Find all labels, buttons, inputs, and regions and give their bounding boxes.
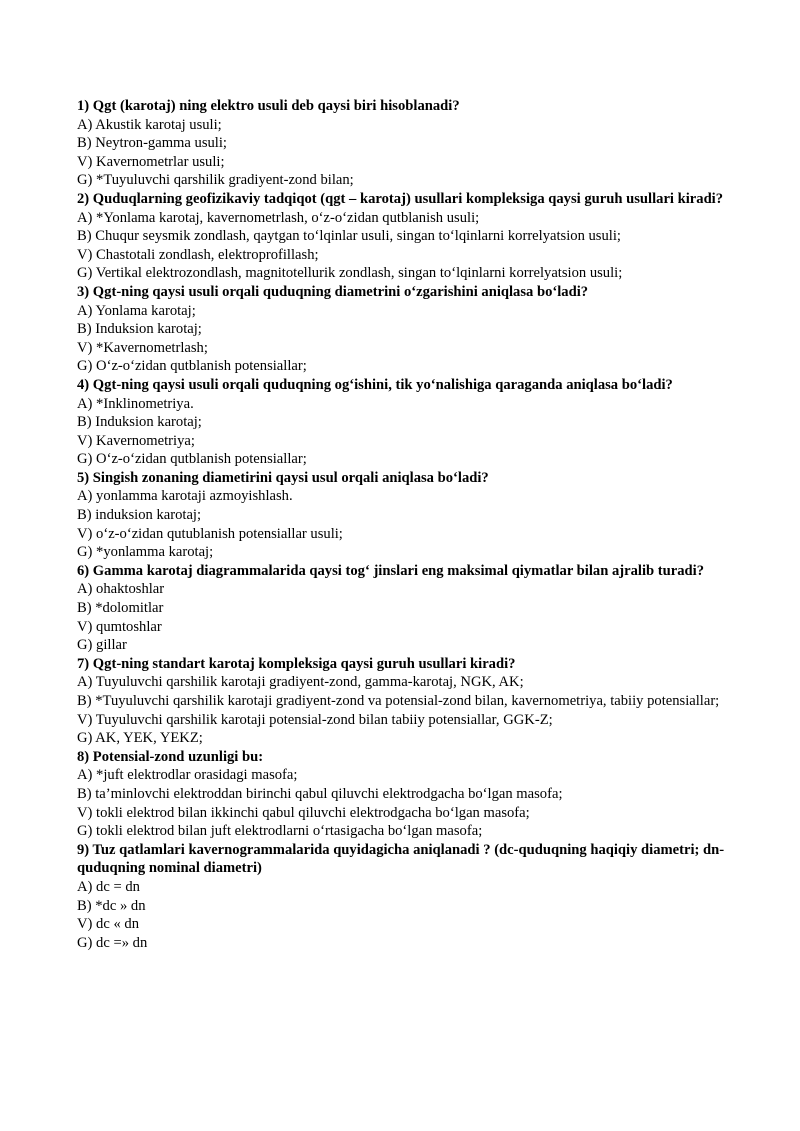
answer-a: A) ohaktoshlar <box>77 581 165 598</box>
answer-v: V) tokli elektrod bilan ikkinchi qabul qiluvchi elektrodgacha bo‘lgan masofa; <box>77 804 530 821</box>
question-text: 4) Qgt-ning qaysi usuli orqali quduqning og‘ishini, tik yo‘nalishiga qaraganda aniqlasa bo‘ladi? <box>77 376 673 393</box>
answer-g: G) Vertikal elektrozondlash, magnitotellurik zondlash, singan to‘lqinlarni korrelyatsion usuli; <box>77 265 623 282</box>
answer-v: V) dc « dn <box>77 916 140 933</box>
question-9 <box>77 841 745 953</box>
question-text: 5) Singish zonaning diametirini qaysi usul orqali aniqlasa bo‘ladi? <box>77 469 489 486</box>
answer-g: G) tokli elektrod bilan juft elektrodlarni o‘rtasigacha bo‘lgan masofa; <box>77 823 483 840</box>
answer-g: G) O‘z-o‘zidan qutblanish potensiallar; <box>77 358 307 375</box>
question-1 <box>77 97 745 190</box>
document-page <box>77 97 745 952</box>
question-8 <box>77 748 745 841</box>
answer-a: A) *Yonlama karotaj, kavernometrlash, o‘z-o‘zidan qutblanish usuli; <box>77 209 480 226</box>
question-text: 1) Qgt (karotaj) ning elektro usuli deb qaysi biri hisoblanadi? <box>77 98 460 114</box>
answer-v: V) qumtoshlar <box>77 618 162 635</box>
answer-g: G) AK, YEK, YEKZ; <box>77 730 203 747</box>
question-3 <box>77 283 745 376</box>
answer-b: B) *dolomitlar <box>77 600 164 617</box>
answer-a: A) Akustik karotaj usuli; <box>77 116 222 133</box>
answer-a: A) yonlamma karotaji azmoyishlash. <box>77 488 293 505</box>
answer-a: A) Tuyuluvchi qarshilik karotaji gradiyent-zond, gamma-karotaj, NGK, AK; <box>77 674 524 691</box>
answer-b: B) *dc » dn <box>77 897 146 914</box>
question-text: 3) Qgt-ning qaysi usuli orqali quduqning diametrini o‘zgarishini aniqlasa bo‘ladi? <box>77 283 589 300</box>
answer-b: B) ta’minlovchi elektroddan birinchi qabul qiluvchi elektrodgacha bo‘lgan masofa; <box>77 785 563 802</box>
answer-a: A) dc = dn <box>77 878 140 895</box>
answer-v: V) *Kavernometrlash; <box>77 339 208 356</box>
question-text: 8) Potensial-zond uzunligi bu: <box>77 748 264 765</box>
question-text: 6) Gamma karotaj diagrammalarida qaysi tog‘ jinslari eng maksimal qiymatlar bilan ajralib turadi? <box>77 562 704 579</box>
answer-b: B) induksion karotaj; <box>77 507 202 524</box>
answer-v: V) Kavernometriya; <box>77 432 195 449</box>
answer-v: V) Kavernometrlar usuli; <box>77 153 225 170</box>
answer-g: G) O‘z-o‘zidan qutblanish potensiallar; <box>77 451 307 468</box>
answer-b: B) Chuqur seysmik zondlash, qaytgan to‘lqinlar usuli, singan to‘lqinlarni korrelyatsion usuli; <box>77 228 621 245</box>
answer-g: G) *yonlamma karotaj; <box>77 544 214 561</box>
question-text: 2) Quduqlarning geofizikaviy tadqiqot (qgt – karotaj) usullari kompleksiga qaysi guruh usullari kiradi? <box>77 190 724 207</box>
answer-b: B) Induksion karotaj; <box>77 321 202 338</box>
answer-v: V) o‘z-o‘zidan qutublanish potensiallar usuli; <box>77 525 343 542</box>
answer-b: B) Induksion karotaj; <box>77 414 202 431</box>
answer-v: V) Tuyuluvchi qarshilik karotaji potensial-zond bilan tabiiy potensiallar, GGK-Z; <box>77 711 553 728</box>
answer-v: V) Chastotali zondlash, elektroprofillash; <box>77 246 319 263</box>
answer-b: B) *Tuyuluvchi qarshilik karotaji gradiyent-zond va potensial-zond bilan, kavernometriya, tabiiy potensiallar; <box>77 693 720 709</box>
question-text: 7) Qgt-ning standart karotaj kompleksiga qaysi guruh usullari kiradi? <box>77 655 516 672</box>
answer-g: G) dc =» dn <box>77 934 148 951</box>
question-4 <box>77 376 745 469</box>
question-5 <box>77 469 745 562</box>
answer-g: G) gillar <box>77 637 127 654</box>
answer-a: A) *Inklinometriya. <box>77 395 194 412</box>
question-6 <box>77 562 745 655</box>
question-2 <box>77 190 745 283</box>
answer-g: G) *Tuyuluvchi qarshilik gradiyent-zond bilan; <box>77 172 354 189</box>
question-7 <box>77 655 745 748</box>
question-text: 9) Tuz qatlamlari kavernogrammalarida quyidagicha aniqlanadi ? (dc-quduqning haqiqiy diametri; dn-quduqning nominal diametri) <box>77 841 725 877</box>
answer-a: A) Yonlama karotaj; <box>77 302 196 319</box>
answer-b: B) Neytron-gamma usuli; <box>77 135 227 152</box>
answer-a: A) *juft elektrodlar orasidagi masofa; <box>77 767 298 784</box>
